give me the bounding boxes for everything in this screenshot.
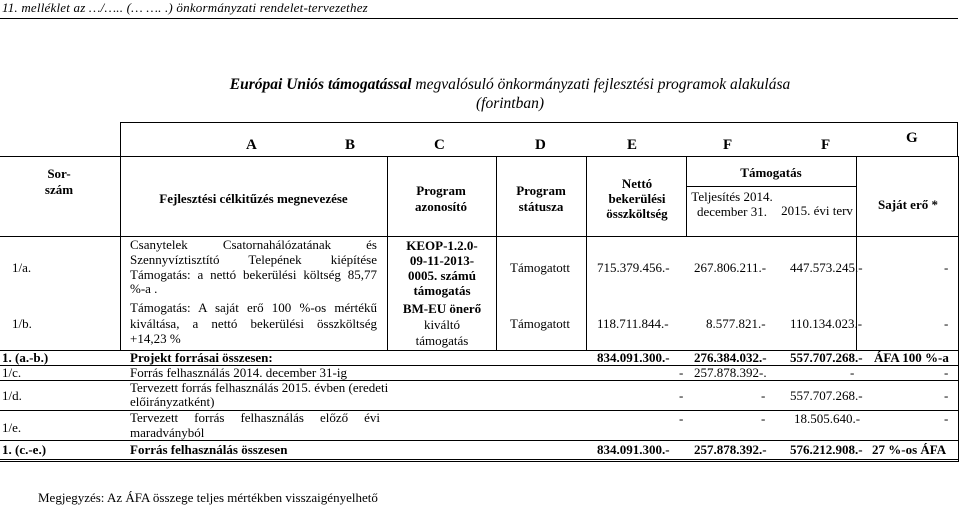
header-teljesites: Teljesítés 2014. december 31. [691, 189, 773, 219]
col-letter-e: E [627, 137, 638, 153]
sum-1d-telj: - [761, 388, 766, 403]
sum-1-sajat: ÁFA 100 %-a [874, 350, 949, 365]
sum-total-netto: 834.091.300.- [597, 442, 670, 457]
program-id-line2: 09-11-2013- [409, 253, 475, 268]
sum-total-telj: 257.878.392.- [694, 442, 767, 457]
col-letter-a: A [246, 137, 257, 153]
letters-band [120, 122, 958, 157]
sum-total-sajat: 27 %-os ÁFA [872, 442, 947, 457]
sum-1c-telj: 257.878.392-. [694, 365, 767, 380]
col-letter-d: D [535, 137, 546, 153]
sum-1d-netto: - [679, 388, 684, 403]
header-note: 11. melléklet az …/….. (… …. .) önkormányzati rendelet-tervezethez [2, 0, 368, 15]
header-tamogatas: Támogatás [740, 165, 802, 180]
sum-1-desc: Projekt forrásai összesen: [130, 350, 273, 365]
header-program-azonosito: Program azonosító [415, 183, 467, 214]
row-1a-no: 1/a. [12, 260, 32, 275]
row-1b-status: Támogatott [510, 316, 570, 331]
title-part2: megvalósuló önkormányzati fejlesztési programok alakulása [411, 76, 791, 93]
program-id-line1: KEOP-1.2.0- [406, 238, 478, 253]
sum-1-terv: 557.707.268.- [790, 350, 863, 365]
row-1b-desc: Támogatás: A saját erő 100 %-os mértékű kiváltása, a nettó bekerülési összköltség +14,23 % [130, 300, 377, 346]
program-id-line5: BM-EU önerő [402, 301, 482, 316]
row-1b-telj: 8.577.821.- [706, 316, 766, 331]
row-1a-status: Támogatott [510, 260, 570, 275]
header-netto: Nettó bekerülési összköltség [606, 176, 668, 221]
col-letter-g: G [906, 130, 918, 146]
sum-total-no: 1. (c.-e.) [2, 442, 47, 457]
sum-1c-sajat: - [944, 365, 949, 380]
header-fejlesztesi: Fejlesztési célkitűzés megnevezése [159, 191, 348, 206]
header-program-statusza: Program státusza [516, 183, 566, 214]
program-id-line7: támogatás [415, 333, 469, 348]
sum-1d-terv: 557.707.268.- [790, 388, 863, 403]
program-id-line4: támogatás [413, 283, 471, 298]
sum-1d-desc: Tervezett forrás felhasználás 2015. évben (eredeti előirányzatként) [130, 380, 389, 409]
row-1a-netto: 715.379.456.- [597, 260, 670, 275]
row-1b-sajat: - [944, 316, 949, 331]
sum-1c-desc: Forrás felhasználás 2014. december 31-ig [130, 365, 347, 380]
sum-1e-desc: Tervezett forrás felhasználás előző évi maradványból [130, 410, 380, 440]
sum-1e-netto: - [679, 411, 684, 426]
sum-1-telj: 276.384.032.- [694, 350, 767, 365]
sum-1e-terv: 18.505.640.- [794, 411, 861, 426]
row-1a-sajat: - [944, 260, 949, 275]
footnote: Megjegyzés: Az ÁFA összege teljes mértékben visszaigényelhető [38, 490, 378, 505]
col-letter-f2: F [821, 137, 831, 153]
sum-1e-sajat: - [944, 411, 949, 426]
sum-1c-terv: - [850, 365, 855, 380]
header-sorszam: Sor- szám [44, 166, 74, 197]
row-1a-desc: Csanytelek Csatornahálózatának és Szennyvíztisztító Telepének kiépítése Támogatás: a nettó bekerülési költség 85,77 %-a . [130, 237, 377, 297]
sum-1e-telj: - [761, 411, 766, 426]
sum-1c-netto: - [679, 365, 684, 380]
title-unit: (forintban) [475, 95, 545, 112]
col-letter-b: B [345, 137, 356, 153]
col-letter-f: F [723, 137, 733, 153]
row-1b-no: 1/b. [12, 316, 32, 331]
title-part1: Európai Uniós támogatással [229, 76, 412, 93]
sum-1c-no: 1/c. [2, 365, 22, 380]
sum-total-desc: Forrás felhasználás összesen [130, 442, 288, 457]
sum-1d-sajat: - [944, 388, 949, 403]
sum-1-netto: 834.091.300.- [597, 350, 670, 365]
row-1a-terv: 447.573.245.- [790, 260, 863, 275]
sum-total-terv: 576.212.908.- [790, 442, 863, 457]
program-id-line6: kiváltó [423, 317, 461, 332]
page-title [160, 76, 860, 94]
header-bar [0, 0, 958, 19]
row-1b-terv: 110.134.023.- [790, 316, 863, 331]
col-letter-c: C [434, 137, 445, 153]
sum-1e-no: 1/e. [2, 420, 22, 435]
row-1b-netto: 118.711.844.- [597, 316, 669, 331]
sum-1d-no: 1/d. [2, 388, 22, 403]
header-terv-2015: 2015. évi terv [781, 203, 853, 218]
row-1a-telj: 267.806.211.- [694, 260, 767, 275]
program-id-line3: 0005. számú [408, 268, 476, 283]
sum-1-no: 1. (a.-b.) [2, 350, 49, 365]
header-sajat-ero: Saját erő * [878, 197, 938, 212]
